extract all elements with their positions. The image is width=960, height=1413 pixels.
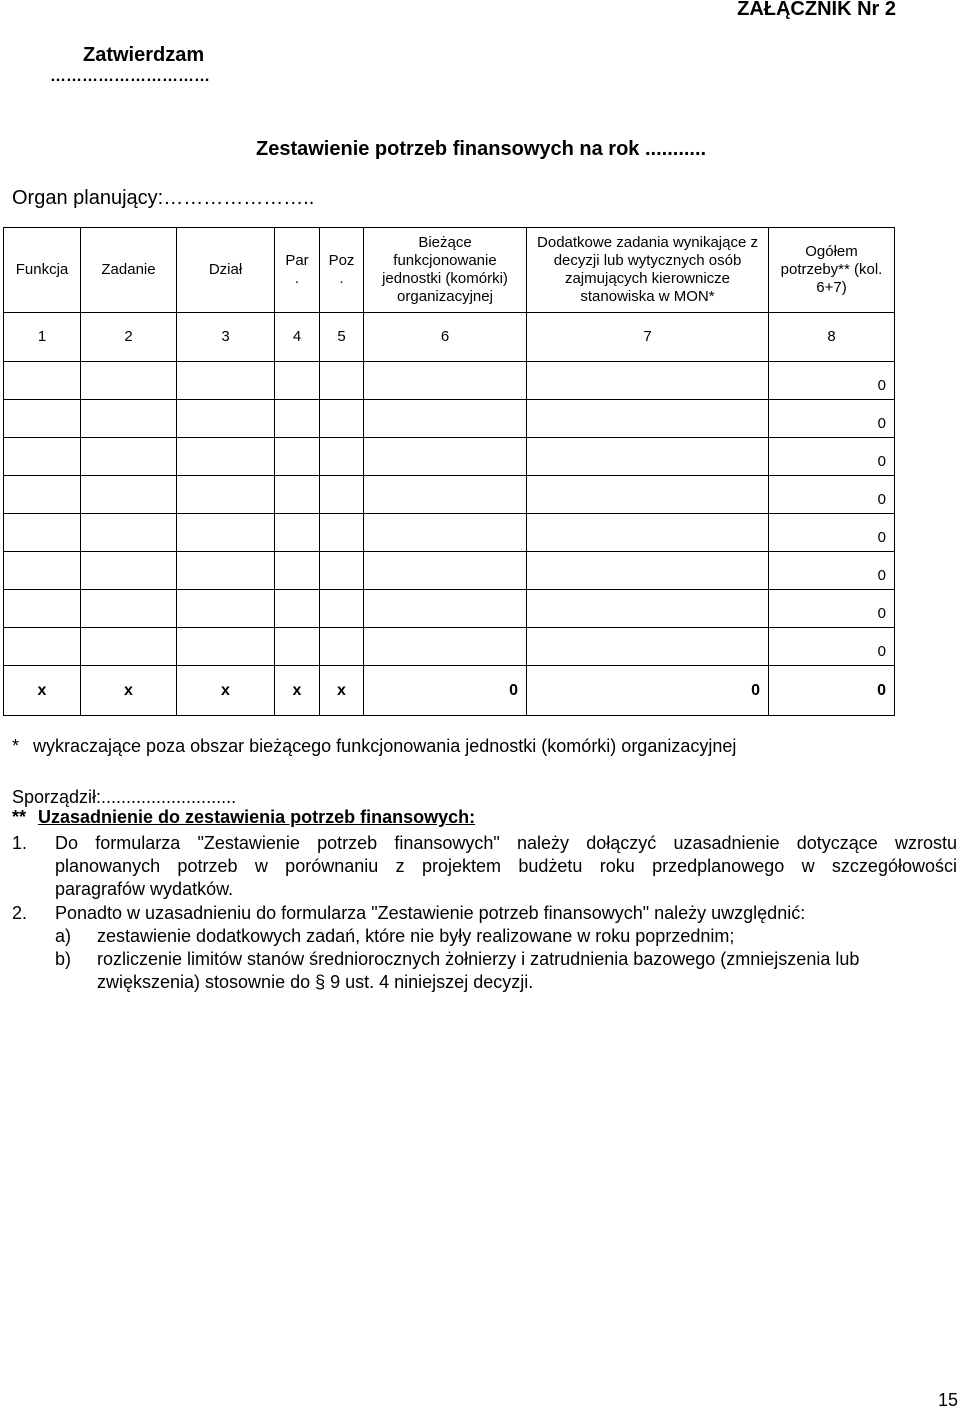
table-cell bbox=[4, 552, 81, 590]
total-cell: x bbox=[81, 666, 177, 716]
footnote-marker: * bbox=[12, 736, 20, 756]
header-cell-function: Funkcja bbox=[4, 228, 81, 313]
header-cell-item: Poz . bbox=[320, 228, 364, 313]
planning-organ-line: Organ planujący:………………….. bbox=[12, 187, 315, 209]
instruction-paragraph-1 bbox=[12, 832, 957, 901]
subitem-text-line: rozliczenie limitów stanów średniorocznych żołnierzy i zatrudnienia bazowego (zmniejszenia lub bbox=[97, 949, 860, 969]
column-number: 5 bbox=[320, 313, 364, 362]
subitem-letter: a) bbox=[55, 926, 72, 946]
table-cell bbox=[275, 628, 320, 666]
instruction-subitem-b bbox=[55, 948, 959, 994]
financial-needs-table bbox=[3, 227, 895, 716]
table-cell bbox=[364, 628, 527, 666]
table-cell: 0 bbox=[769, 552, 895, 590]
column-number: 7 bbox=[527, 313, 769, 362]
table-cell bbox=[364, 590, 527, 628]
table-cell bbox=[320, 514, 364, 552]
table-cell bbox=[527, 514, 769, 552]
table-cell bbox=[527, 590, 769, 628]
table-cell bbox=[177, 590, 275, 628]
table-cell bbox=[320, 362, 364, 400]
table-total-row bbox=[4, 666, 895, 716]
table-cell bbox=[81, 400, 177, 438]
column-number-row bbox=[4, 313, 895, 362]
paragraph-text-line: Ponadto w uzasadnieniu do formularza "Zestawienie potrzeb finansowych" należy uwzględnić: bbox=[55, 903, 806, 923]
table-cell bbox=[275, 514, 320, 552]
table-row bbox=[4, 552, 895, 590]
table-cell bbox=[81, 476, 177, 514]
justification-title: Uzasadnienie do zestawienia potrzeb finansowych: bbox=[38, 807, 476, 827]
table-cell bbox=[527, 476, 769, 514]
table-cell bbox=[4, 590, 81, 628]
table-cell bbox=[364, 476, 527, 514]
footnote bbox=[12, 736, 736, 757]
table-cell bbox=[527, 552, 769, 590]
table-cell bbox=[320, 590, 364, 628]
table-cell bbox=[275, 552, 320, 590]
total-cell: 0 bbox=[527, 666, 769, 716]
table-cell bbox=[364, 400, 527, 438]
paragraph-number: 2. bbox=[12, 903, 28, 923]
table-cell bbox=[177, 400, 275, 438]
paragraph-text-line: paragrafów wydatków. bbox=[55, 879, 234, 899]
table-cell bbox=[4, 438, 81, 476]
table-cell bbox=[177, 552, 275, 590]
table-cell bbox=[4, 362, 81, 400]
table-row bbox=[4, 438, 895, 476]
column-number: 6 bbox=[364, 313, 527, 362]
approval-signature-line: ………………………… bbox=[50, 68, 210, 85]
table-cell bbox=[81, 514, 177, 552]
table-cell bbox=[320, 400, 364, 438]
justification-marker: ** bbox=[12, 807, 27, 827]
table-cell bbox=[275, 438, 320, 476]
footnote-text: wykraczające poza obszar bieżącego funkcjonowania jednostki (komórki) organizacyjnej bbox=[33, 736, 737, 756]
header-cell-total-needs: Ogółem potrzeby** (kol. 6+7) bbox=[769, 228, 895, 313]
table-cell bbox=[4, 628, 81, 666]
total-cell: x bbox=[275, 666, 320, 716]
table-cell: 0 bbox=[769, 514, 895, 552]
table-cell bbox=[527, 628, 769, 666]
paragraph-text-line: planowanych potrzeb w porównaniu z projektem budżetu roku przedplanowego w szczegółowości bbox=[55, 856, 957, 876]
table-row bbox=[4, 590, 895, 628]
annex-label: ZAŁĄCZNIK Nr 2 bbox=[737, 0, 896, 20]
approval-label: Zatwierdzam bbox=[83, 44, 205, 66]
page-number: 15 bbox=[938, 1390, 959, 1410]
table-row bbox=[4, 628, 895, 666]
table-row bbox=[4, 400, 895, 438]
header-cell-section: Dział bbox=[177, 228, 275, 313]
table-cell: 0 bbox=[769, 628, 895, 666]
table-row bbox=[4, 362, 895, 400]
total-cell: x bbox=[177, 666, 275, 716]
header-cell-task: Zadanie bbox=[81, 228, 177, 313]
paragraph-number: 1. bbox=[12, 833, 28, 853]
table-cell bbox=[320, 628, 364, 666]
table-cell bbox=[527, 400, 769, 438]
column-number: 1 bbox=[4, 313, 81, 362]
table-cell bbox=[4, 476, 81, 514]
table-cell bbox=[275, 400, 320, 438]
table-cell bbox=[364, 552, 527, 590]
table-cell bbox=[275, 590, 320, 628]
table-cell bbox=[81, 590, 177, 628]
table-cell bbox=[177, 628, 275, 666]
table-cell bbox=[4, 514, 81, 552]
table-cell bbox=[81, 362, 177, 400]
total-cell: x bbox=[4, 666, 81, 716]
table-cell bbox=[364, 362, 527, 400]
header-cell-additional-tasks: Dodatkowe zadania wynikające z decyzji lub wytycznych osób zajmujących kierownicze stanowiska w MON* bbox=[527, 228, 769, 313]
total-cell: x bbox=[320, 666, 364, 716]
prepared-by-line: Sporządził:........................... bbox=[12, 787, 237, 807]
column-number: 4 bbox=[275, 313, 320, 362]
table-cell bbox=[275, 362, 320, 400]
total-cell: 0 bbox=[769, 666, 895, 716]
table-cell: 0 bbox=[769, 476, 895, 514]
table-cell: 0 bbox=[769, 362, 895, 400]
table-cell bbox=[177, 438, 275, 476]
table-cell bbox=[320, 552, 364, 590]
subitem-letter: b) bbox=[55, 949, 72, 969]
instruction-subitem-a bbox=[55, 925, 959, 948]
subitem-text-line: zestawienie dodatkowych zadań, które nie były realizowane w roku poprzednim; bbox=[97, 926, 735, 946]
table-cell bbox=[527, 438, 769, 476]
table-cell bbox=[81, 552, 177, 590]
column-number: 3 bbox=[177, 313, 275, 362]
table-cell bbox=[177, 514, 275, 552]
subitem-text-line: zwiększenia) stosownie do § 9 ust. 4 niniejszej decyzji. bbox=[97, 972, 534, 992]
table-cell bbox=[527, 362, 769, 400]
header-cell-paragraph: Par . bbox=[275, 228, 320, 313]
document-title: Zestawienie potrzeb finansowych na rok ........... bbox=[256, 138, 707, 160]
table-cell bbox=[81, 438, 177, 476]
total-cell: 0 bbox=[364, 666, 527, 716]
table-cell bbox=[364, 438, 527, 476]
table-cell bbox=[4, 400, 81, 438]
paragraph-text-line: Do formularza "Zestawienie potrzeb finansowych" należy dołączyć uzasadnienie dotyczące wzrostu bbox=[55, 833, 957, 853]
instruction-paragraph-2 bbox=[12, 902, 957, 925]
table-cell bbox=[320, 438, 364, 476]
table-cell bbox=[177, 362, 275, 400]
table-cell bbox=[81, 628, 177, 666]
table-header-row bbox=[4, 228, 895, 313]
table-row bbox=[4, 476, 895, 514]
table-cell: 0 bbox=[769, 590, 895, 628]
table-cell bbox=[275, 476, 320, 514]
table-row bbox=[4, 514, 895, 552]
header-cell-current-operations: Bieżące funkcjonowanie jednostki (komórki) organizacyjnej bbox=[364, 228, 527, 313]
column-number: 8 bbox=[769, 313, 895, 362]
table-cell bbox=[320, 476, 364, 514]
table-cell: 0 bbox=[769, 438, 895, 476]
justification-heading bbox=[12, 807, 475, 828]
column-number: 2 bbox=[81, 313, 177, 362]
table-cell bbox=[364, 514, 527, 552]
table-cell bbox=[177, 476, 275, 514]
table-cell: 0 bbox=[769, 400, 895, 438]
